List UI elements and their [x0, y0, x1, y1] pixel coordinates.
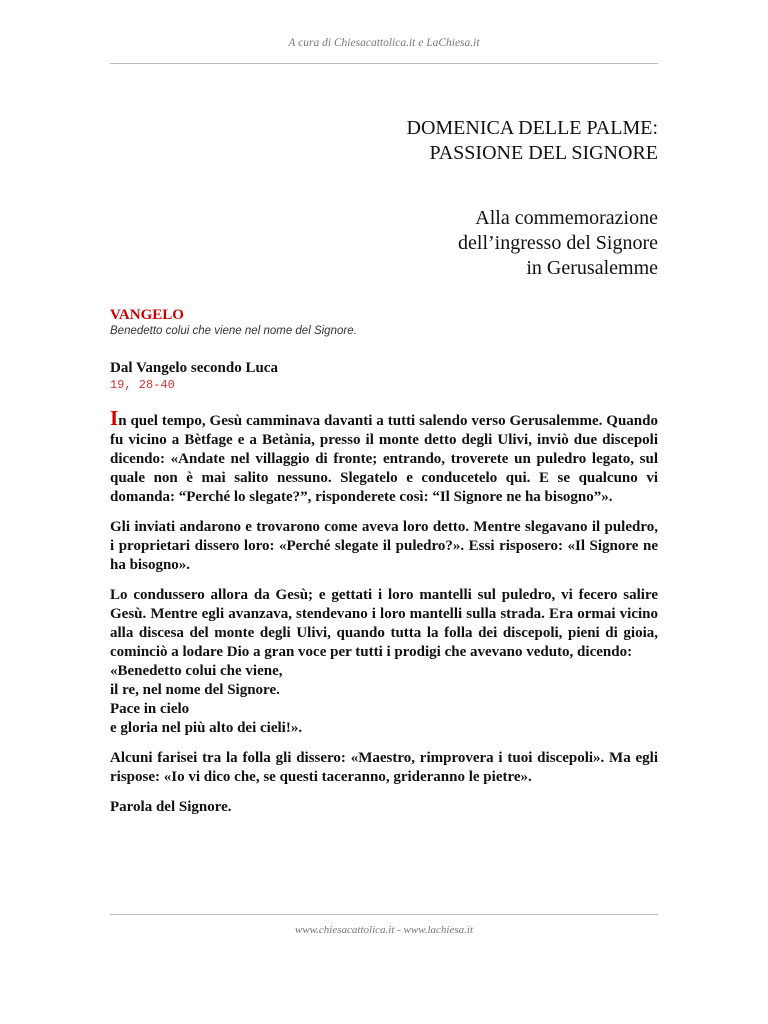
- subtitle-line-3: in Gerusalemme: [526, 257, 658, 279]
- gospel-section: [110, 306, 658, 828]
- footer-divider: [110, 914, 658, 915]
- paragraph-3-text: Lo condussero allora da Gesù; e gettati i loro mantelli sul puledro, vi fecero salire Gesù. Mentre egli avanzava, stendevano i loro mantelli sulla strada. Era ormai vicino alla discesa del monte degli Ulivi, quando tutta la folla dei discepoli, pieni di gioia, cominciò a lodare Dio a gran voce per tutti i prodigi che avevano veduto, dicendo:: [110, 587, 658, 660]
- subtitle-line-1: Alla commemorazione: [475, 207, 658, 229]
- page-subtitle: [458, 206, 658, 281]
- quote-line: il re, nel nome del Signore.: [110, 682, 280, 698]
- drop-cap: I: [110, 406, 119, 430]
- paragraph-4: Alcuni farisei tra la folla gli dissero: «Maestro, rimprovera i tuoi discepoli». Ma egli rispose: «Io vi dico che, se questi taceranno, grideranno le pietre».: [110, 750, 658, 785]
- quote-line: Pace in cielo: [110, 701, 190, 717]
- paragraph-1: [110, 406, 658, 507]
- gospel-source: Dal Vangelo secondo Luca: [110, 360, 278, 376]
- quote-line: «Benedetto colui che viene,: [110, 663, 283, 679]
- closing-line: Parola del Signore.: [110, 799, 232, 815]
- section-label: VANGELO: [110, 307, 184, 323]
- page-title: [407, 116, 658, 166]
- footer-links: www.chiesacattolica.it - www.lachiesa.it: [294, 924, 474, 936]
- antiphon: Benedetto colui che viene nel nome del Signore.: [110, 325, 357, 337]
- gospel-reference: 19, 28-40: [110, 378, 175, 392]
- subtitle-line-2: dell’ingresso del Signore: [458, 232, 658, 254]
- header-credit: A cura di Chiesacattolica.it e LaChiesa.it: [288, 37, 480, 49]
- paragraph-3: [110, 586, 658, 738]
- paragraph-1-text: n quel tempo, Gesù camminava davanti a tutti salendo verso Gerusalemme. Quando fu vicino a Bètfage e a Betània, presso il monte detto degli Ulivi, inviò due discepoli dicendo: «Andate nel villaggio di fronte; entrando, troverete un puledro legato, sul quale non è mai salito nessuno. Slegatelo e conducetelo qui. E se qualcuno vi domanda: “Perché lo slegate?”, risponderete così: “Il Signore ne ha bisogno”».: [110, 413, 658, 505]
- header-divider: [110, 63, 658, 64]
- paragraph-2: Gli inviati andarono e trovarono come aveva loro detto. Mentre slegavano il puledro, i proprietari dissero loro: «Perché slegate il puledro?». Essi risposero: «Il Signore ne ha bisogno».: [110, 519, 658, 573]
- quote-line: e gloria nel più alto dei cieli!».: [110, 720, 303, 736]
- title-line-1: DOMENICA DELLE PALME:: [406, 117, 658, 139]
- title-line-2: PASSIONE DEL SIGNORE: [429, 142, 658, 164]
